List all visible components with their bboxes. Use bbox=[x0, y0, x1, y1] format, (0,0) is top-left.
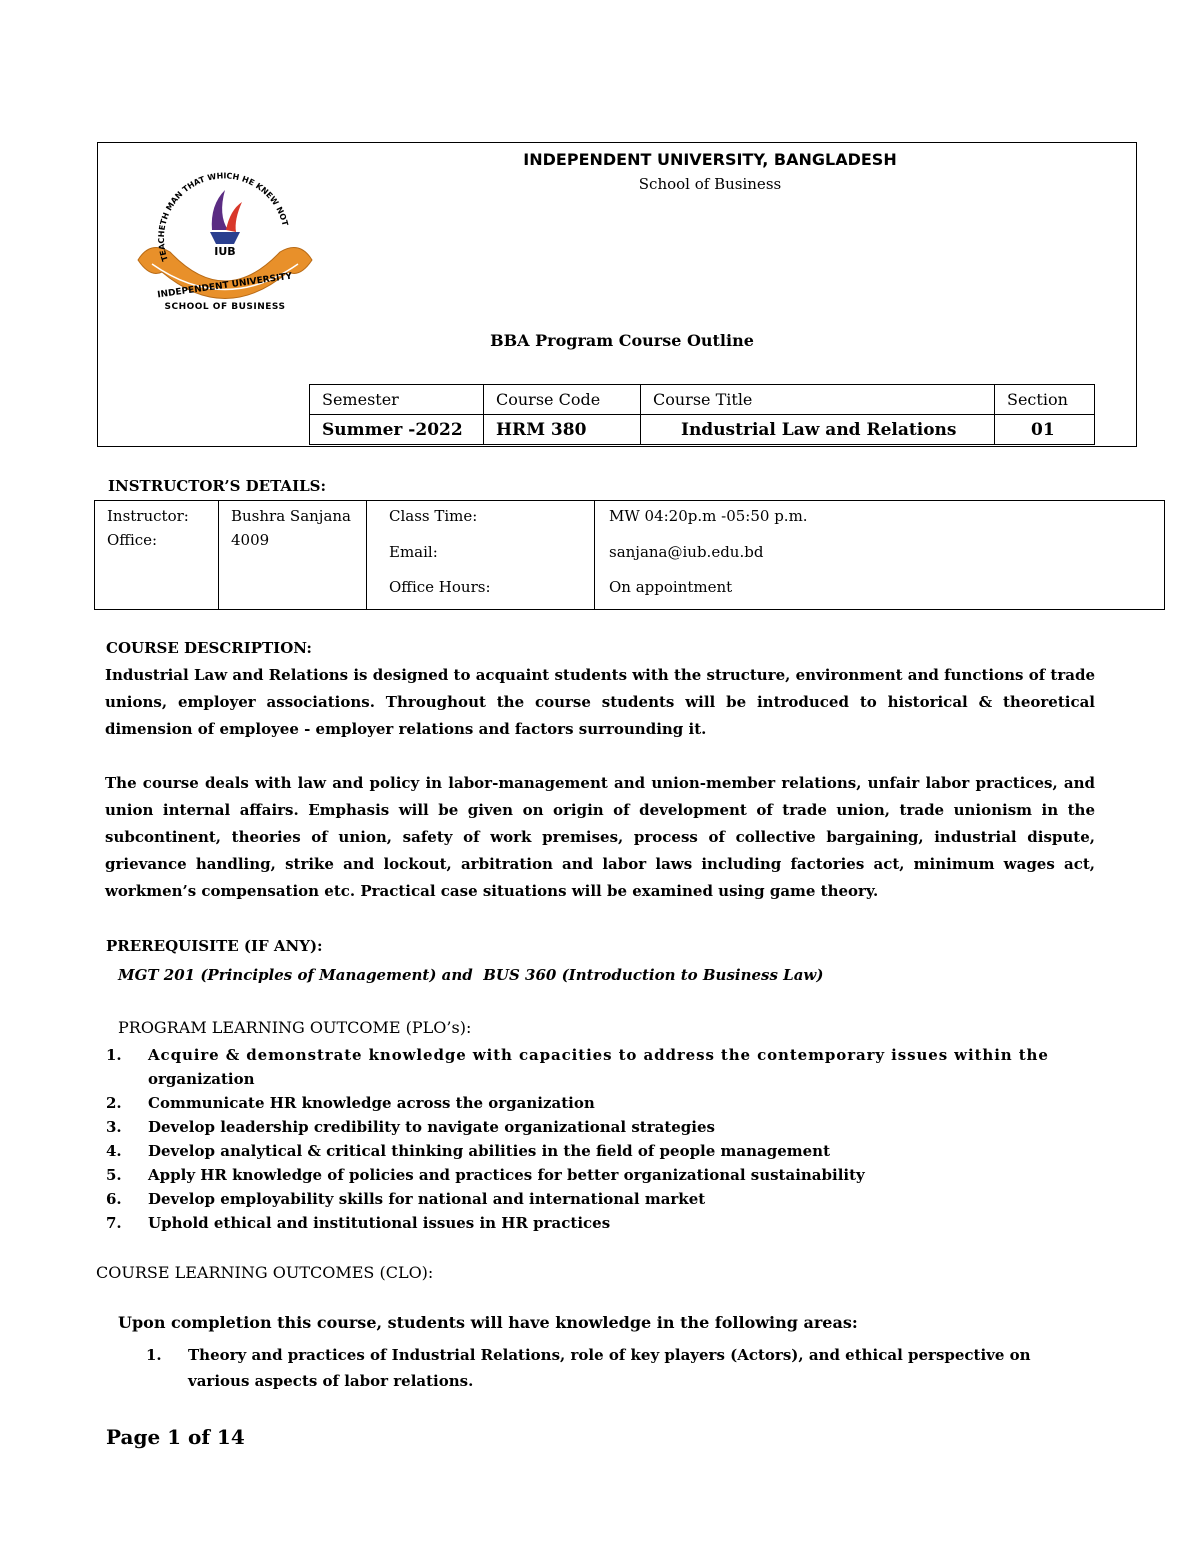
course-code-value: HRM 380 bbox=[484, 415, 641, 445]
list-text: organization bbox=[148, 1070, 255, 1088]
course-title-value: Industrial Law and Relations bbox=[641, 415, 995, 445]
logo-caption: SCHOOL OF BUSINESS bbox=[164, 302, 286, 312]
list-number: 3. bbox=[106, 1118, 122, 1136]
clo-heading: COURSE LEARNING OUTCOMES (CLO): bbox=[96, 1263, 434, 1282]
program-title: BBA Program Course Outline bbox=[490, 331, 754, 350]
list-number: 1. bbox=[106, 1046, 122, 1064]
plo-heading: PROGRAM LEARNING OUTCOME (PLO’s): bbox=[118, 1018, 472, 1037]
course-description-paragraph-1: Industrial Law and Relations is designed to acquaint students with the structure, environment and functions of trade unions, employer associations. Throughout the course students will be introduced to historical & theoretical dimension of employee - employer relations and factors surrounding it. bbox=[105, 666, 1095, 738]
school-name: School of Business bbox=[638, 175, 782, 193]
section-value: 01 bbox=[995, 415, 1095, 445]
prerequisite-heading: PREREQUISITE (IF ANY): bbox=[106, 937, 323, 955]
instructor-label: Instructor: bbox=[107, 507, 189, 525]
header-section: Section bbox=[995, 385, 1095, 415]
page-number: Page 1 of 14 bbox=[106, 1425, 245, 1449]
instructor-heading: INSTRUCTOR’S DETAILS: bbox=[108, 477, 326, 495]
list-number: 4. bbox=[106, 1142, 122, 1160]
list-item-continuation: various aspects of labor relations. bbox=[188, 1372, 474, 1390]
office-hours-label: Office Hours: bbox=[389, 578, 491, 596]
course-description-heading: COURSE DESCRIPTION: bbox=[106, 639, 312, 657]
list-item bbox=[106, 1163, 1096, 1187]
class-time-value: MW 04:20p.m -05:50 p.m. bbox=[609, 507, 808, 525]
office-hours-value: On appointment bbox=[609, 578, 733, 596]
clo-item-1 bbox=[146, 1342, 1106, 1394]
class-time-label: Class Time: bbox=[389, 507, 478, 525]
header-course-code: Course Code bbox=[484, 385, 641, 415]
logo-ring-text: TEACHETH MAN THAT WHICH HE KNEW NOT bbox=[156, 171, 290, 263]
university-logo bbox=[130, 160, 320, 320]
list-item bbox=[106, 1115, 1096, 1139]
list-text: Develop leadership credibility to navigate organizational strategies bbox=[148, 1118, 715, 1136]
prerequisite-text: MGT 201 (Principles of Management) and BUS 360 (Introduction to Business Law) bbox=[118, 966, 824, 984]
list-item bbox=[106, 1139, 1096, 1163]
list-number: 6. bbox=[106, 1190, 122, 1208]
list-item bbox=[106, 1067, 1096, 1091]
list-text: Communicate HR knowledge across the organization bbox=[148, 1094, 595, 1112]
clo-intro: Upon completion this course, students will have knowledge in the following areas: bbox=[118, 1313, 858, 1332]
table-header-row bbox=[310, 385, 1095, 415]
logo-ribbon-text: INDEPENDENT UNIVERSITY bbox=[156, 271, 293, 301]
course-description-paragraph-2: The course deals with law and policy in labor-management and union-member relations, unfair labor practices, and union internal affairs. Emphasis will be given on origin of development of trade union, trade unionism in the subcontinent, theories of union, safety of work premises, process of collective bargaining, industrial dispute, grievance handling, strike and lockout, arbitration and labor laws including factories act, minimum wages act, workmen’s compensation etc. Practical case situations will be examined using game theory. bbox=[105, 774, 1095, 900]
list-text: Apply HR knowledge of policies and practices for better organizational sustainability bbox=[148, 1166, 865, 1184]
list-text: Develop employability skills for national and international market bbox=[148, 1190, 706, 1208]
list-text: Uphold ethical and institutional issues in HR practices bbox=[148, 1214, 611, 1232]
list-number: 7. bbox=[106, 1214, 122, 1232]
header-course-title: Course Title bbox=[641, 385, 995, 415]
list-item bbox=[106, 1187, 1096, 1211]
instructor-details-table bbox=[94, 500, 1165, 610]
email-label: Email: bbox=[389, 543, 438, 561]
course-info-table bbox=[309, 384, 1095, 445]
plo-list bbox=[106, 1043, 1096, 1235]
email-value: sanjana@iub.edu.bd bbox=[609, 543, 764, 561]
table-row bbox=[310, 415, 1095, 445]
semester-value: Summer -2022 bbox=[310, 415, 484, 445]
office-label: Office: bbox=[107, 531, 158, 549]
list-text: Acquire & demonstrate knowledge with capacities to address the contemporary issues within the bbox=[148, 1046, 1049, 1064]
university-name: INDEPENDENT UNIVERSITY, BANGLADESH bbox=[523, 150, 897, 169]
list-item bbox=[106, 1043, 1096, 1067]
list-text: Theory and practices of Industrial Relations, role of key players (Actors), and ethical perspective on bbox=[188, 1346, 1031, 1364]
logo-monogram: IUB bbox=[214, 245, 236, 258]
list-item bbox=[106, 1211, 1096, 1235]
list-number: 1. bbox=[146, 1346, 162, 1364]
header-semester: Semester bbox=[310, 385, 484, 415]
office-value: 4009 bbox=[231, 531, 270, 549]
instructor-name: Bushra Sanjana bbox=[231, 507, 351, 525]
list-text: Develop analytical & critical thinking abilities in the field of people management bbox=[148, 1142, 831, 1160]
list-item bbox=[106, 1091, 1096, 1115]
list-number: 2. bbox=[106, 1094, 122, 1112]
list-item bbox=[146, 1342, 1106, 1368]
list-number: 5. bbox=[106, 1166, 122, 1184]
